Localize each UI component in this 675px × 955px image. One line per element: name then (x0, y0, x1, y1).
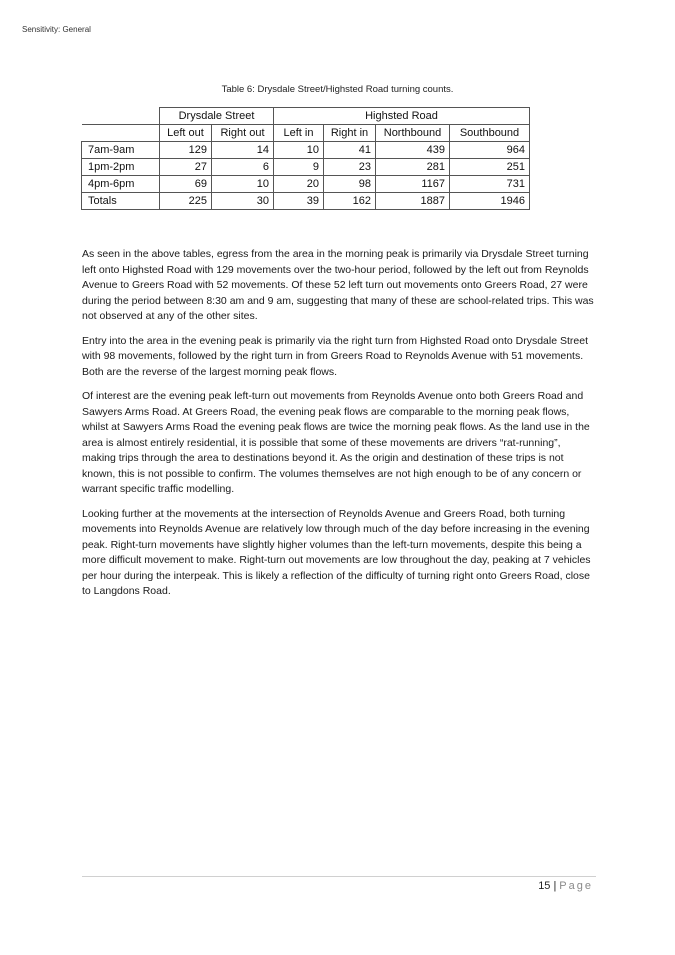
row-label: Totals (82, 193, 160, 210)
table-cell: 1167 (376, 176, 450, 193)
sensitivity-label: Sensitivity: General (22, 25, 91, 34)
row-label: 1pm-2pm (82, 159, 160, 176)
table-cell: 6 (212, 159, 274, 176)
table-cell: 27 (160, 159, 212, 176)
table-cell: 14 (212, 142, 274, 159)
paragraph: Of interest are the evening peak left-turn out movements from Reynolds Avenue onto both Greers Road and Sawyers Arms Road. At Greers Road, the evening peak flows are comparable to the morning peak flows, whilst at Sawyers Arms Road the evening peak flows are twice the morning peak flows. As the land use in the area is almost entirely residential, it is possible that some of these movements are drivers “rat-running”, making trips through the area to destinations beyond it. As the origin and destination of these trips is not known, this is not possible to confirm. The volumes themselves are not high enough to be of any concern or warrant specific traffic modelling. (82, 390, 590, 495)
column-header: Southbound (450, 125, 530, 142)
paragraph: Entry into the area in the evening peak is primarily via the right turn from Highsted Road onto Drysdale Street with 98 movements, followed by the right turn in from Greers Road to Reynolds Avenue with 51 movements. Both are the reverse of the largest morning peak flows. (82, 334, 589, 378)
paragraph: Looking further at the movements at the intersection of Reynolds Avenue and Greers Road, both turning movements into Reynolds Avenue are relatively low through much of the day before increasing in the evening peak. Right-turn movements have slightly higher volumes than the left-turn movements, despite this being a more difficult movement to make. Right-turn out movements are low throughout the day, peaking at 7 vehicles per hour during the interpeak. This is likely a reflection of the difficulty of turning right onto Greers Road, close to Langdons Road. (82, 507, 591, 597)
table-cell: 20 (274, 176, 324, 193)
row-label: 7am-9am (82, 142, 160, 159)
turning-counts-table (81, 107, 530, 210)
table-caption: Table 6: Drysdale Street/Highsted Road turning counts. (221, 84, 454, 95)
table-cell: 1887 (376, 193, 450, 210)
table-cell: 39 (274, 193, 324, 210)
paragraph: As seen in the above tables, egress from the area in the morning peak is primarily via Drysdale Street turning left onto Highsted Road with 129 movements over the two-hour period, followed by the left out from Reynolds Avenue to Greers Road with 52 movements. Of these 52 left turn out movements onto Greers Road, 27 were during the period between 8:30 am and 9 am, suggesting that many of these are school-related trips. This was not observed at any of the other sites. (82, 248, 594, 322)
table-cell: 10 (274, 142, 324, 159)
page-separator: | (553, 880, 557, 892)
table-column-header-row (82, 125, 530, 142)
table-row (82, 142, 530, 159)
table-cell: 225 (160, 193, 212, 210)
footer-divider (82, 876, 596, 877)
table-corner-cell (82, 108, 160, 125)
column-header: Right out (212, 125, 274, 142)
table-cell: 731 (450, 176, 530, 193)
page-number: 15 (538, 880, 551, 892)
table-cell: 69 (160, 176, 212, 193)
row-label: 4pm-6pm (82, 176, 160, 193)
page-footer (538, 880, 593, 892)
table-cell: 439 (376, 142, 450, 159)
column-header: Northbound (376, 125, 450, 142)
table-row-totals (82, 193, 530, 210)
table-cell: 30 (212, 193, 274, 210)
table-cell: 251 (450, 159, 530, 176)
column-header: Left out (160, 125, 212, 142)
table-group-header-row (82, 108, 530, 125)
table-cell: 1946 (450, 193, 530, 210)
table-cell: 281 (376, 159, 450, 176)
table-cell: 41 (324, 142, 376, 159)
table-row (82, 159, 530, 176)
table-corner-cell (82, 125, 160, 142)
table-cell: 129 (160, 142, 212, 159)
table-cell: 23 (324, 159, 376, 176)
page-word: Page (559, 880, 593, 892)
table-cell: 98 (324, 176, 376, 193)
table-cell: 9 (274, 159, 324, 176)
column-header: Right in (324, 125, 376, 142)
group-header-drysdale: Drysdale Street (160, 108, 274, 125)
group-header-highsted: Highsted Road (274, 108, 530, 125)
table-cell: 10 (212, 176, 274, 193)
body-text (82, 247, 594, 609)
table-cell: 162 (324, 193, 376, 210)
column-header: Left in (274, 125, 324, 142)
table-cell: 964 (450, 142, 530, 159)
table-row (82, 176, 530, 193)
